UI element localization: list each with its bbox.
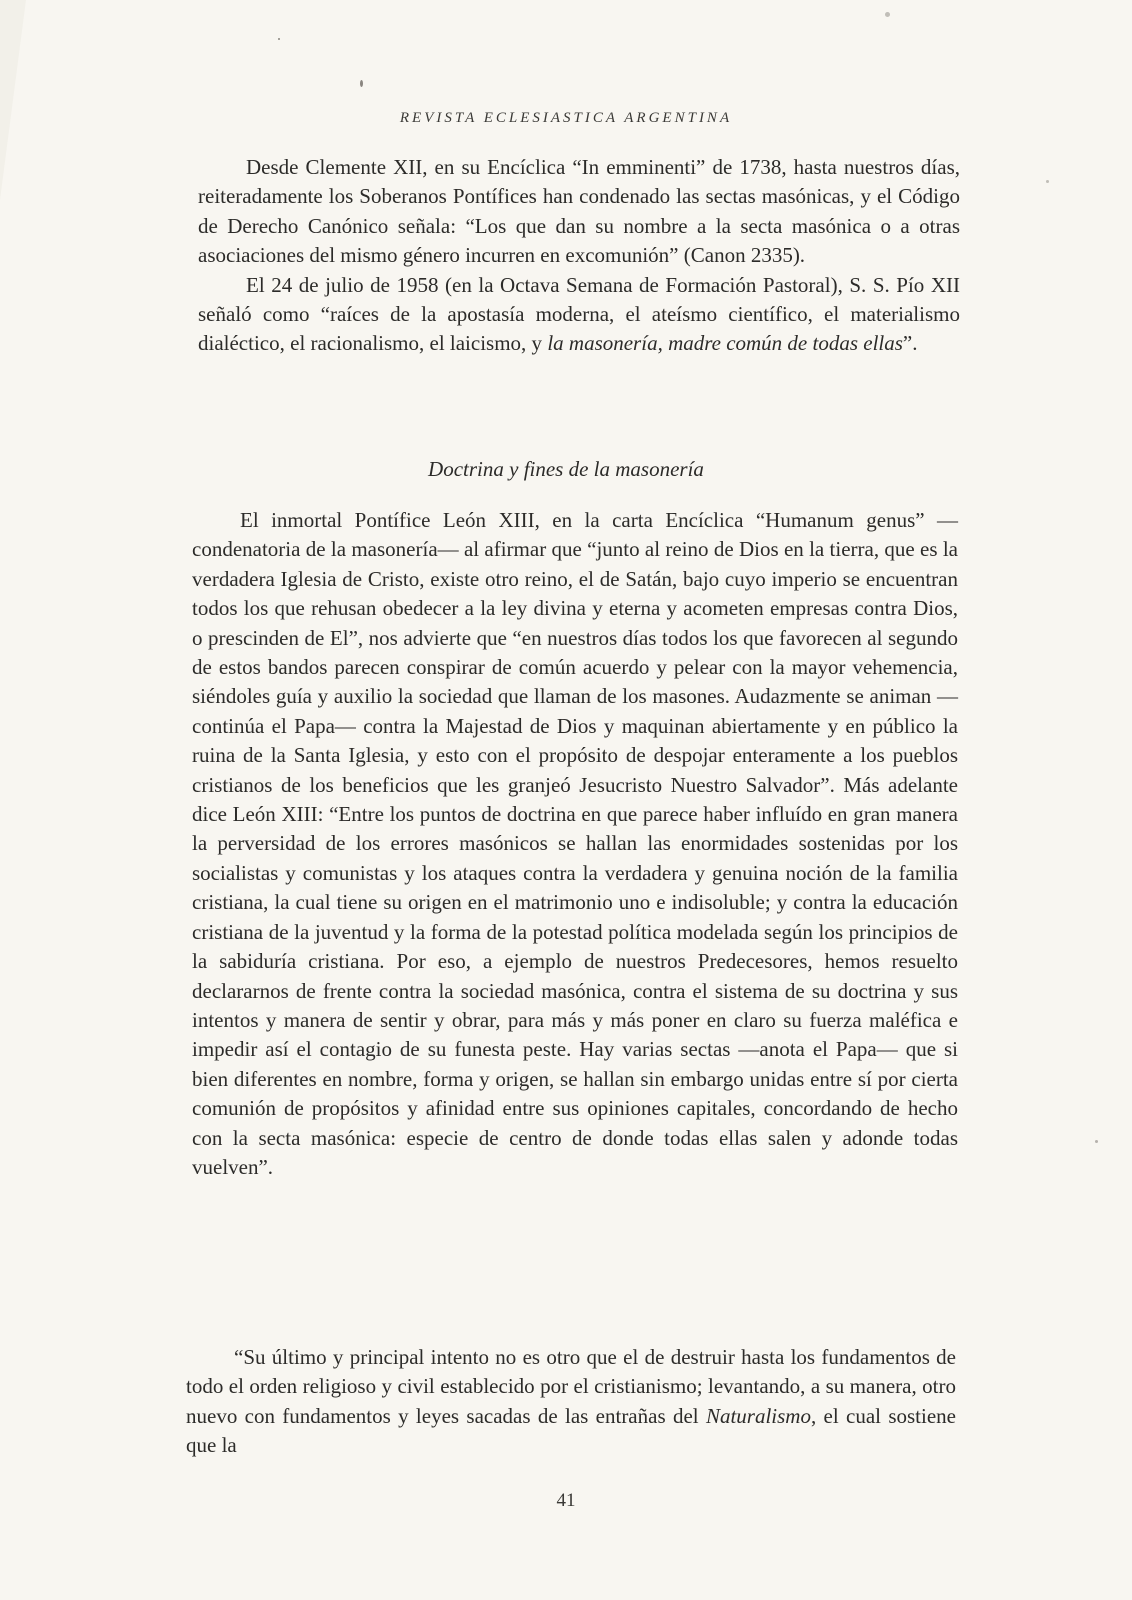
scan-speck bbox=[1095, 1140, 1098, 1143]
section-body bbox=[192, 506, 958, 1182]
running-head: REVISTA ECLESIASTICA ARGENTINA bbox=[399, 110, 733, 126]
section-heading: Doctrina y fines de la masonería bbox=[428, 457, 704, 481]
page-fold-shadow bbox=[0, 0, 26, 200]
paragraph-pio-xii-italic: la masonería, madre común de todas ellas bbox=[547, 331, 903, 356]
paragraph-pio-xii-text: El 24 de julio de 1958 (en la Octava Semana de Formación Pastoral), S. S. Pío XII señaló como “raíces de la apostasía moderna, el ateísmo científico, el materialismo dialéctico, el racionalismo, el laicismo, y bbox=[198, 272, 960, 356]
paragraph-naturalismo-italic: Naturalismo bbox=[705, 1403, 811, 1428]
scan-speck bbox=[885, 12, 890, 17]
page-number: 41 bbox=[556, 1490, 576, 1511]
scan-speck bbox=[360, 80, 363, 87]
scan-speck bbox=[278, 38, 280, 40]
paragraph-clemente: Desde Clemente XII, en su Encíclica “In emminenti” de 1738, hasta nuestros días, reiteradamente los Soberanos Pontífices han condenado las sectas masónicas, y el Código de Derecho Canónico señala: “Los que dan su nombre a la secta masónica o a otras asociaciones del mismo género incurren en excomunión” (Canon 2335). bbox=[198, 155, 960, 268]
paragraph-naturalismo-tail: , el cual sostiene que la bbox=[186, 1403, 956, 1458]
paragraph-pio-xii bbox=[198, 271, 960, 359]
closing-paragraph-block bbox=[186, 1343, 956, 1461]
paragraph-naturalismo bbox=[186, 1343, 956, 1461]
scan-speck bbox=[1046, 180, 1049, 183]
paragraph-pio-xii-close: ”. bbox=[902, 331, 918, 356]
opening-paragraphs bbox=[198, 153, 960, 359]
paragraph-leon-xiii: El inmortal Pontífice León XIII, en la carta Encíclica “Humanum genus” —condenatoria de la masonería— al afirmar que “junto al reino de Dios en la tierra, que es la verdadera Iglesia de Cristo, existe otro reino, el de Satán, bajo cuyo imperio se encuentran todos los que rehusan obedecer a la ley divina y eterna y acometen empresas contra Dios, o prescinden de El”, nos advierte que “en nuestros días todos los que favorecen al segundo de estos bandos parecen conspirar de común acuerdo y pelear con la mayor vehemencia, siéndoles guía y auxilio la sociedad que llaman de los masones. Audazmente se animan —continúa el Papa— contra la Majestad de Dios y maquinan abiertamente y en público la ruina de la Santa Iglesia, y esto con el propósito de despojar enteramente a los pueblos cristianos de los beneficios que les granjeó Jesucristo Nuestro Salvador”. Más adelante dice León XIII: “Entre los puntos de doctrina en que parece haber influído en gran manera la perversidad de los errores masónicos se hallan las enormidades sostenidas por los socialistas y comunistas y los ataques contra la verdadera y genuina noción de la familia cristiana, la cual tiene su origen en el matrimonio uno e indisoluble; y contra la educación cristiana de la juventud y la forma de la potestad política modelada según los principios de la sabiduría cristiana. Por eso, a ejemplo de nuestros Predecesores, hemos resuelto declararnos de frente contra la sociedad masónica, contra el sistema de su doctrina y sus intentos y manera de sentir y obrar, para más y más poner en claro su fuerza maléfica e impedir así el contagio de su funesta peste. Hay varias sectas —anota el Papa— que si bien diferentes en nombre, forma y origen, se hallan sin embargo unidas entre sí por cierta comunión de propósitos y afinidad entre sus opiniones capitales, concordando de hecho con la secta masónica: especie de centro de donde todas ellas salen y adonde todas vuelven”. bbox=[192, 508, 958, 1179]
paragraph-naturalismo-text: “Su último y principal intento no es otro que el de destruir hasta los fundamentos de todo el orden religioso y civil establecido por el cristianismo; levantando, a su manera, otro nuevo con fundamentos y leyes sacadas de las entrañas del bbox=[186, 1345, 956, 1428]
